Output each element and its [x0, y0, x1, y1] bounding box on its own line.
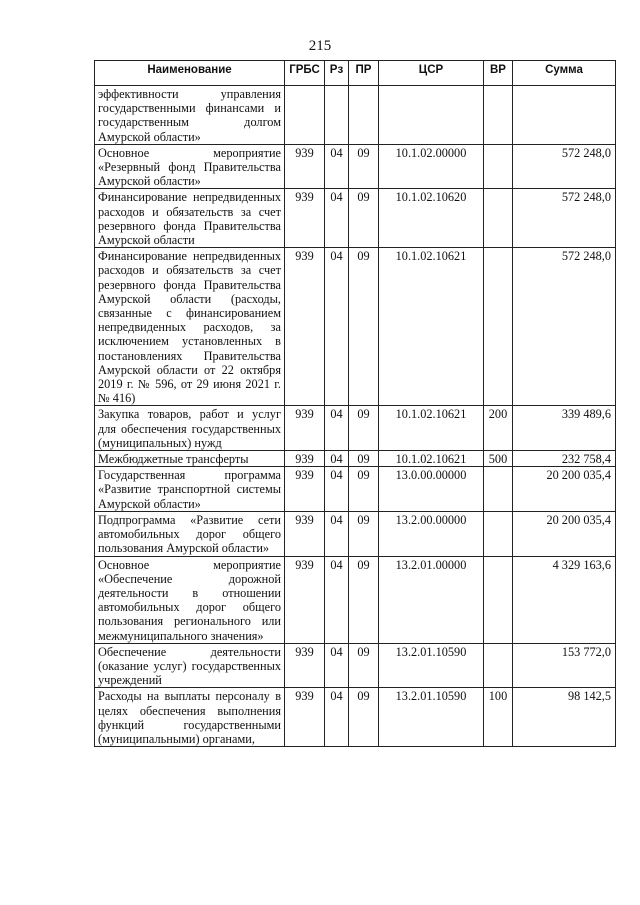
cell-vr — [484, 144, 513, 189]
cell-rz: 04 — [325, 144, 349, 189]
cell-name: Финансирование непредвиденных расходов и обязательств за счет резервного фонда Правительства Амурской области (расходы, связанные с финансированием непредвиденных расходов, за исключением установленных в постановлениях Правительства Амурской области от 22 октября 2019 г. № 596, от 29 июня 2021 г. № 416) — [95, 248, 285, 406]
cell-sum: 232 758,4 — [513, 451, 616, 467]
cell-rz: 04 — [325, 467, 349, 512]
cell-name: Подпрограмма «Развитие сети автомобильных дорог общего пользования Амурской области» — [95, 511, 285, 556]
table-row — [95, 189, 616, 248]
cell-csr: 10.1.02.10620 — [379, 189, 484, 248]
table-row — [95, 467, 616, 512]
cell-name: Основное мероприятие «Резервный фонд Правительства Амурской области» — [95, 144, 285, 189]
cell-grbs: 939 — [285, 467, 325, 512]
cell-sum: 4 329 163,6 — [513, 556, 616, 643]
header-vr: ВР — [484, 61, 513, 86]
page-number: 215 — [308, 38, 332, 54]
cell-vr — [484, 556, 513, 643]
cell-vr: 500 — [484, 451, 513, 467]
header-name: Наименование — [95, 61, 285, 86]
table-row — [95, 144, 616, 189]
table-row — [95, 451, 616, 467]
cell-grbs: 939 — [285, 451, 325, 467]
cell-grbs: 939 — [285, 511, 325, 556]
cell-csr: 13.2.01.00000 — [379, 556, 484, 643]
cell-vr — [484, 189, 513, 248]
cell-csr: 13.2.01.10590 — [379, 643, 484, 688]
table-row — [95, 643, 616, 688]
cell-grbs: 939 — [285, 144, 325, 189]
budget-table — [94, 60, 616, 747]
cell-pr: 09 — [349, 643, 379, 688]
cell-rz: 04 — [325, 643, 349, 688]
cell-name: Финансирование непредвиденных расходов и обязательств за счет резервного фонда Правительства Амурской области — [95, 189, 285, 248]
cell-sum: 20 200 035,4 — [513, 467, 616, 512]
cell-rz: 04 — [325, 688, 349, 747]
cell-name: Обеспечение деятельности (оказание услуг) государственных учреждений — [95, 643, 285, 688]
cell-sum: 572 248,0 — [513, 248, 616, 406]
cell-csr: 13.2.01.10590 — [379, 688, 484, 747]
cell-csr: 10.1.02.10621 — [379, 451, 484, 467]
cell-pr: 09 — [349, 511, 379, 556]
header-grbs: ГРБС — [285, 61, 325, 86]
table-row — [95, 86, 616, 145]
cell-csr: 10.1.02.10621 — [379, 248, 484, 406]
table-row — [95, 556, 616, 643]
cell-vr: 200 — [484, 406, 513, 451]
cell-vr — [484, 511, 513, 556]
cell-sum: 339 489,6 — [513, 406, 616, 451]
cell-pr: 09 — [349, 451, 379, 467]
cell-grbs: 939 — [285, 248, 325, 406]
table-header-row — [95, 61, 616, 86]
table-row — [95, 406, 616, 451]
cell-pr: 09 — [349, 688, 379, 747]
cell-vr — [484, 643, 513, 688]
cell-rz: 04 — [325, 451, 349, 467]
header-csr: ЦСР — [379, 61, 484, 86]
cell-sum: 98 142,5 — [513, 688, 616, 747]
cell-pr: 09 — [349, 248, 379, 406]
cell-vr — [484, 86, 513, 145]
cell-csr — [379, 86, 484, 145]
cell-name: Государственная программа «Развитие транспортной системы Амурской области» — [95, 467, 285, 512]
cell-sum: 572 248,0 — [513, 189, 616, 248]
cell-rz: 04 — [325, 556, 349, 643]
cell-grbs: 939 — [285, 406, 325, 451]
cell-name: Межбюджетные трансферты — [95, 451, 285, 467]
header-rz: Рз — [325, 61, 349, 86]
cell-rz: 04 — [325, 189, 349, 248]
cell-pr: 09 — [349, 144, 379, 189]
cell-grbs — [285, 86, 325, 145]
cell-vr — [484, 467, 513, 512]
cell-sum — [513, 86, 616, 145]
cell-name: Закупка товаров, работ и услуг для обеспечения государственных (муниципальных) нужд — [95, 406, 285, 451]
table-row — [95, 688, 616, 747]
cell-name: Основное мероприятие «Обеспечение дорожной деятельности в отношении автомобильных дорог общего пользования регионального или межмуниципального значения» — [95, 556, 285, 643]
cell-sum: 572 248,0 — [513, 144, 616, 189]
cell-vr: 100 — [484, 688, 513, 747]
cell-pr: 09 — [349, 406, 379, 451]
cell-sum: 20 200 035,4 — [513, 511, 616, 556]
header-sum: Сумма — [513, 61, 616, 86]
cell-rz: 04 — [325, 406, 349, 451]
cell-csr: 13.2.00.00000 — [379, 511, 484, 556]
cell-grbs: 939 — [285, 556, 325, 643]
cell-rz: 04 — [325, 248, 349, 406]
cell-grbs: 939 — [285, 189, 325, 248]
cell-pr: 09 — [349, 556, 379, 643]
cell-rz: 04 — [325, 511, 349, 556]
cell-vr — [484, 248, 513, 406]
cell-grbs: 939 — [285, 643, 325, 688]
header-pr: ПР — [349, 61, 379, 86]
cell-name: эффективности управления государственными финансами и государственным долгом Амурской области» — [95, 86, 285, 145]
cell-pr: 09 — [349, 189, 379, 248]
cell-rz — [325, 86, 349, 145]
cell-csr: 10.1.02.10621 — [379, 406, 484, 451]
cell-name: Расходы на выплаты персоналу в целях обеспечения выполнения функций государственными (муниципальными) органами, — [95, 688, 285, 747]
cell-csr: 13.0.00.00000 — [379, 467, 484, 512]
table-row — [95, 248, 616, 406]
cell-csr: 10.1.02.00000 — [379, 144, 484, 189]
table-row — [95, 511, 616, 556]
cell-grbs: 939 — [285, 688, 325, 747]
cell-pr: 09 — [349, 467, 379, 512]
cell-sum: 153 772,0 — [513, 643, 616, 688]
cell-pr — [349, 86, 379, 145]
